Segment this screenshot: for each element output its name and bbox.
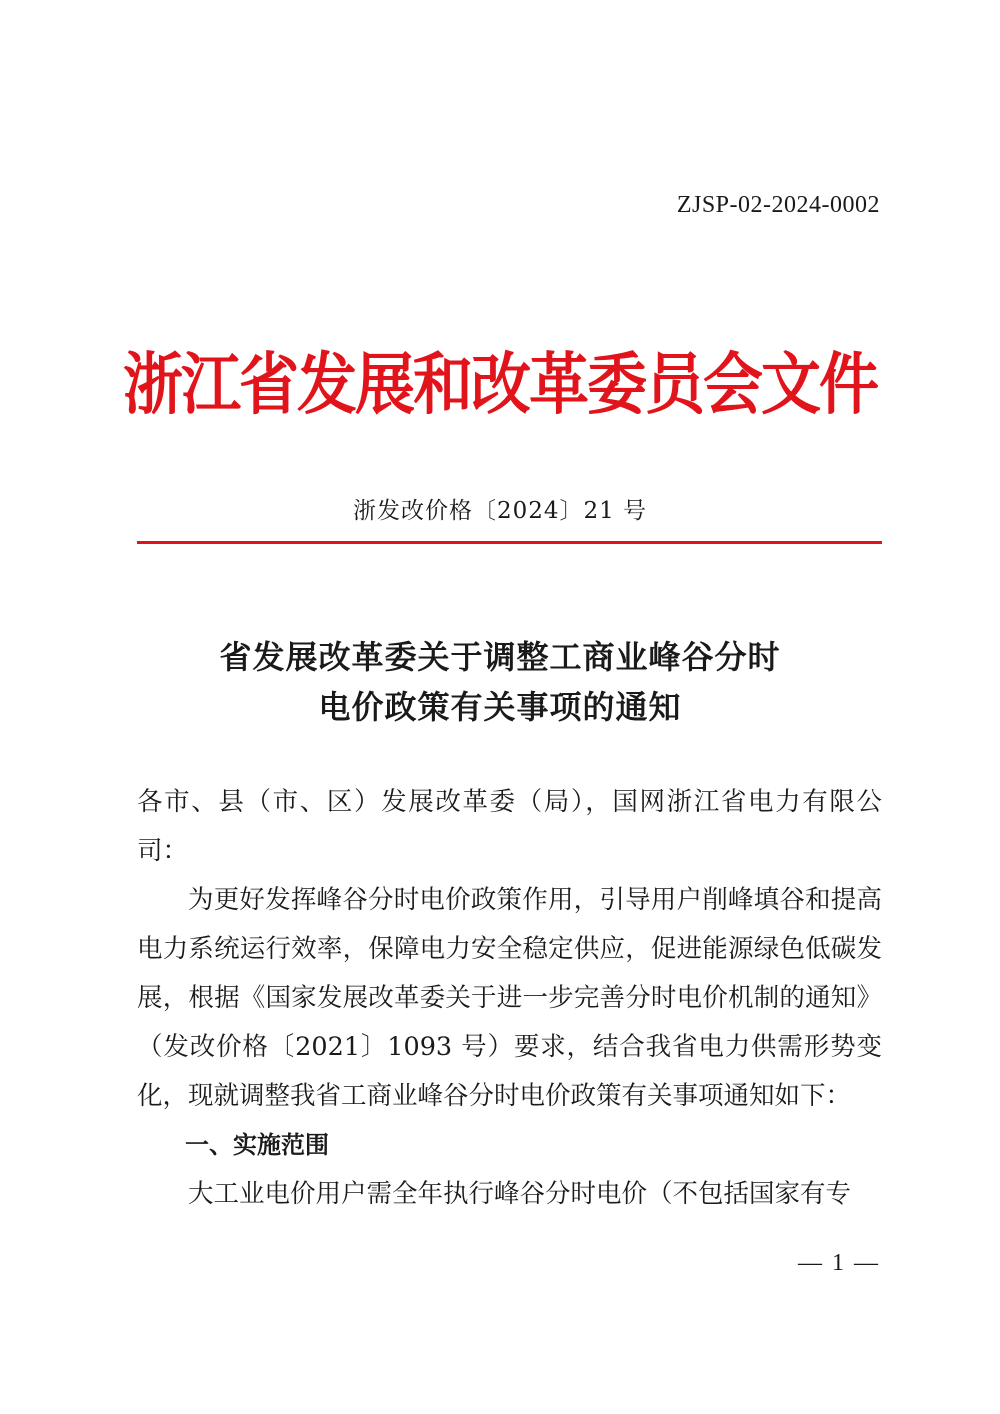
body-paragraph: 大工业电价用户需全年执行峰谷分时电价（不包括国家有专 <box>188 1179 852 1209</box>
red-divider-line <box>137 541 882 544</box>
notice-title <box>0 632 1000 732</box>
salutation: 各市、县（市、区）发展改革委（局），国网浙江省电力有限公司： <box>137 787 882 866</box>
notice-body <box>137 778 882 1219</box>
notice-title-line-1: 省发展改革委关于调整工商业峰谷分时 <box>219 638 781 676</box>
page-number: — 1 — <box>798 1250 880 1276</box>
masthead-title: 浙江省发展和改革委员会文件 <box>123 345 877 425</box>
document-number: 浙发改价格〔2024〕21 号 <box>352 498 648 524</box>
body-paragraph: 为更好发挥峰谷分时电价政策作用，引导用户削峰填谷和提高电力系统运行效率，保障电力安全稳定供应，促进能源绿色低碳发展，根据《国家发展改革委关于进一步完善分时电价机制的通知》（发改价格〔2021〕1093 号）要求，结合我省电力供需形势变化，现就调整我省工商业峰谷分时电价政策有关事项通知如下： <box>137 885 882 1111</box>
section-heading: 一、实施范围 <box>185 1131 329 1159</box>
notice-title-line-2: 电价政策有关事项的通知 <box>318 688 682 726</box>
document-code: ZJSP-02-2024-0002 <box>676 192 880 218</box>
